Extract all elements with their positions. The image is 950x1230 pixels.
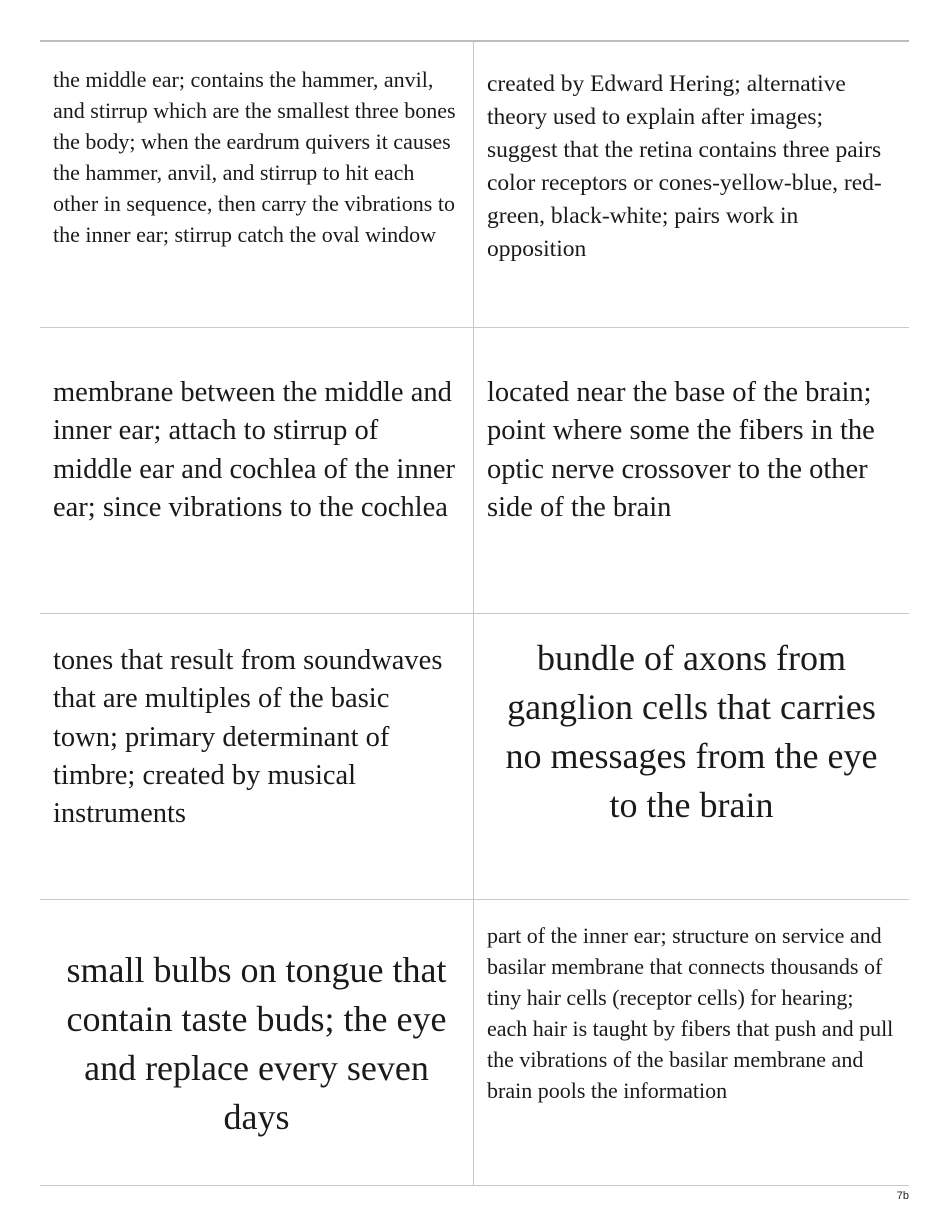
card-7 <box>40 900 474 1186</box>
card-3 <box>40 328 474 614</box>
card-2-text: created by Edward Hering; alternative theory used to explain after images; suggest that the retina contains three pairs color receptors or cones-yellow-blue, red-green, black-white; pairs work in opposition <box>487 71 882 262</box>
card-6 <box>474 614 909 900</box>
card-8 <box>474 900 909 1186</box>
page-number: 7b <box>896 1190 909 1202</box>
card-1-text: the middle ear; contains the hammer, anvil, and stirrup which are the smallest three bones the body; when the eardrum quivers it causes the hammer, anvil, and stirrup to hit each other in sequence, then carry the vibrations to the inner ear; stirrup catch the oval window <box>53 67 456 247</box>
card-4 <box>474 328 909 614</box>
card-2 <box>474 42 909 328</box>
card-3-text: membrane between the middle and inner ear; attach to stirrup of middle ear and cochlea of the inner ear; since vibrations to the cochlea <box>53 377 455 523</box>
card-6-text: bundle of axons from ganglion cells that carries no messages from the eye to the brain <box>505 638 878 825</box>
card-8-text: part of the inner ear; structure on service and basilar membrane that connects thousands of tiny hair cells (receptor cells) for hearing; each hair is taught by fibers that push and pull the vibrations of the basilar membrane and brain pools the information <box>487 923 894 1103</box>
flashcard-grid <box>40 42 909 1186</box>
card-4-text: located near the base of the brain; point where some the fibers in the optic nerve crossover to the other side of the brain <box>487 377 875 523</box>
card-5 <box>40 614 474 900</box>
card-5-text: tones that result from soundwaves that are multiples of the basic town; primary determinant of timbre; created by musical instruments <box>53 645 443 830</box>
card-1 <box>40 42 474 328</box>
flashcard-sheet <box>40 40 909 1188</box>
card-7-text: small bulbs on tongue that contain taste buds; the eye and replace every seven days <box>66 950 447 1137</box>
